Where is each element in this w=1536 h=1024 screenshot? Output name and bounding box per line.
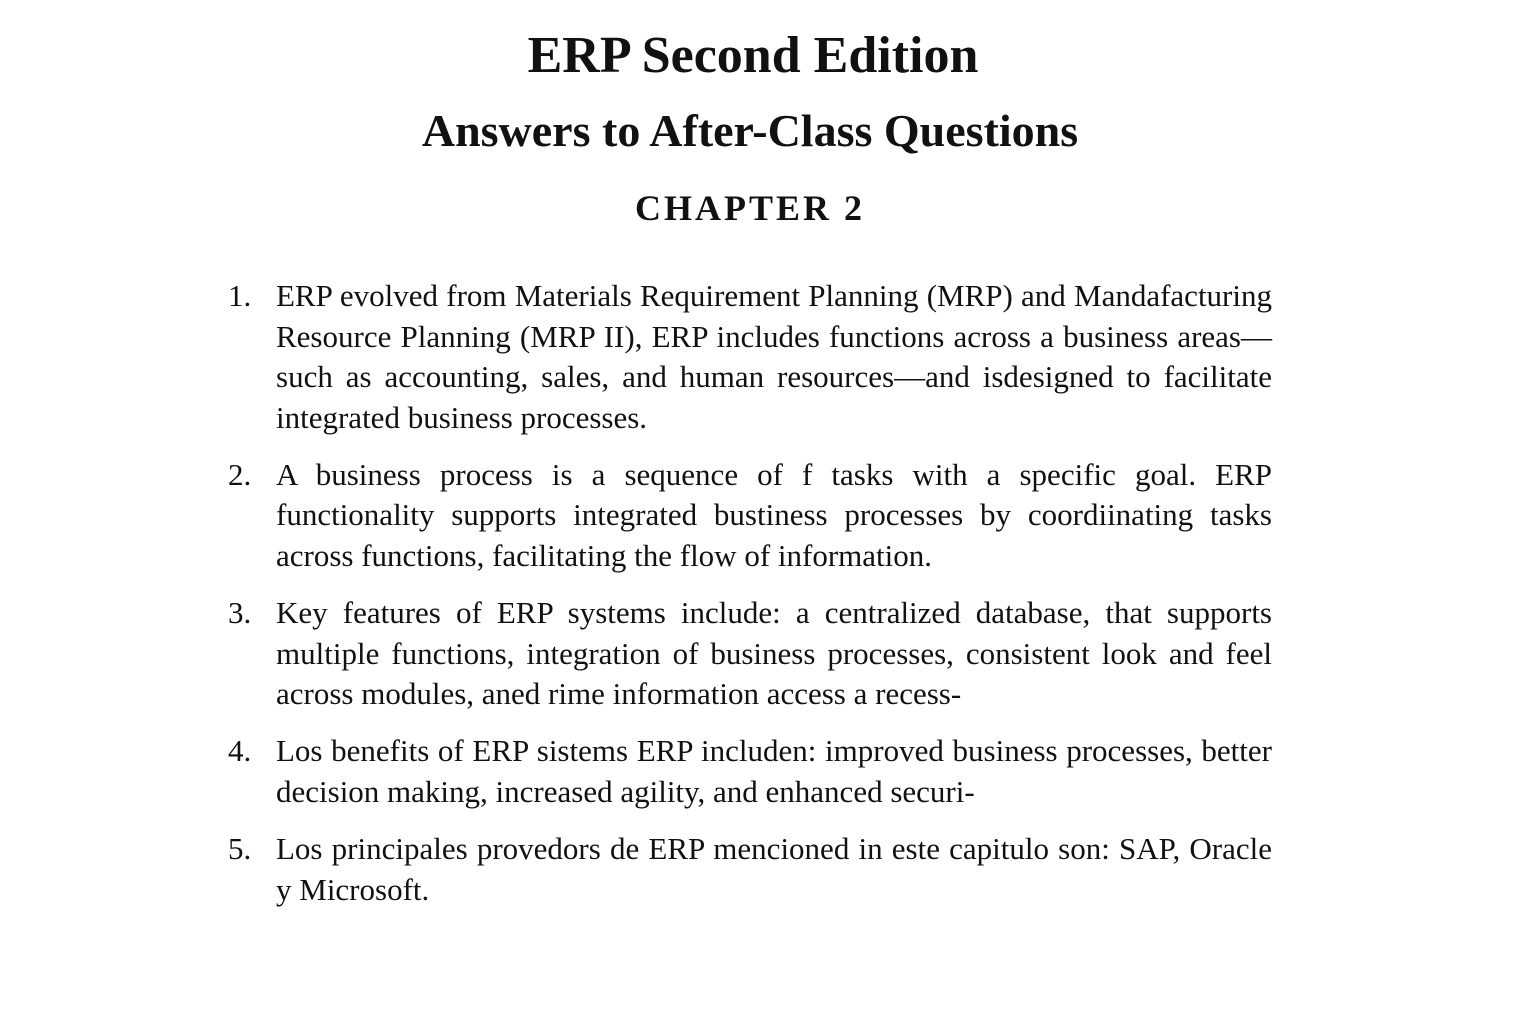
document-subtitle: Answers to After-Class Questions	[421, 105, 1079, 156]
answer-item-1	[224, 276, 1272, 438]
answer-text: A business process is a sequence of f tasks with a specific goal. ERP functionality supports integrated bustiness processes by coordiinating tasks across functions, facilitating the flow of information.	[276, 456, 1272, 574]
document-title: ERP Second Edition	[527, 27, 979, 84]
answer-list	[224, 276, 1272, 927]
answer-text: Los principales provedors de ERP mencioned in este capitulo son: SAP, Oracle y Microsoft.	[276, 831, 1272, 907]
answer-number: 3.	[228, 595, 252, 631]
answer-item-4	[224, 731, 1272, 812]
answer-text: Key features of ERP systems include: a centralized database, that supports multiple functions, integration of business processes, consistent look and feel across modules, aned rime information access a recess-	[276, 595, 1272, 712]
answer-text: ERP evolved from Materials Requirement Planning (MRP) and Mandafacturing Resource Planning (MRP II), ERP includes functions across a business areas—such as accounting, sales, and human resources—and isdesigned to facilitate integrated business processes.	[276, 278, 1272, 435]
answer-text: Los benefits of ERP sistems ERP includen: improved business processes, better decision making, increased agility, and enhanced securi-	[276, 733, 1272, 810]
chapter-heading: CHAPTER 2	[634, 188, 865, 228]
answer-number: 1.	[228, 278, 252, 313]
answer-number: 5.	[228, 831, 252, 867]
answer-item-2	[224, 455, 1272, 577]
answer-number: 4.	[228, 733, 252, 769]
answer-item-3	[224, 593, 1272, 715]
answer-number: 2.	[228, 456, 252, 492]
answer-item-5	[224, 829, 1272, 910]
